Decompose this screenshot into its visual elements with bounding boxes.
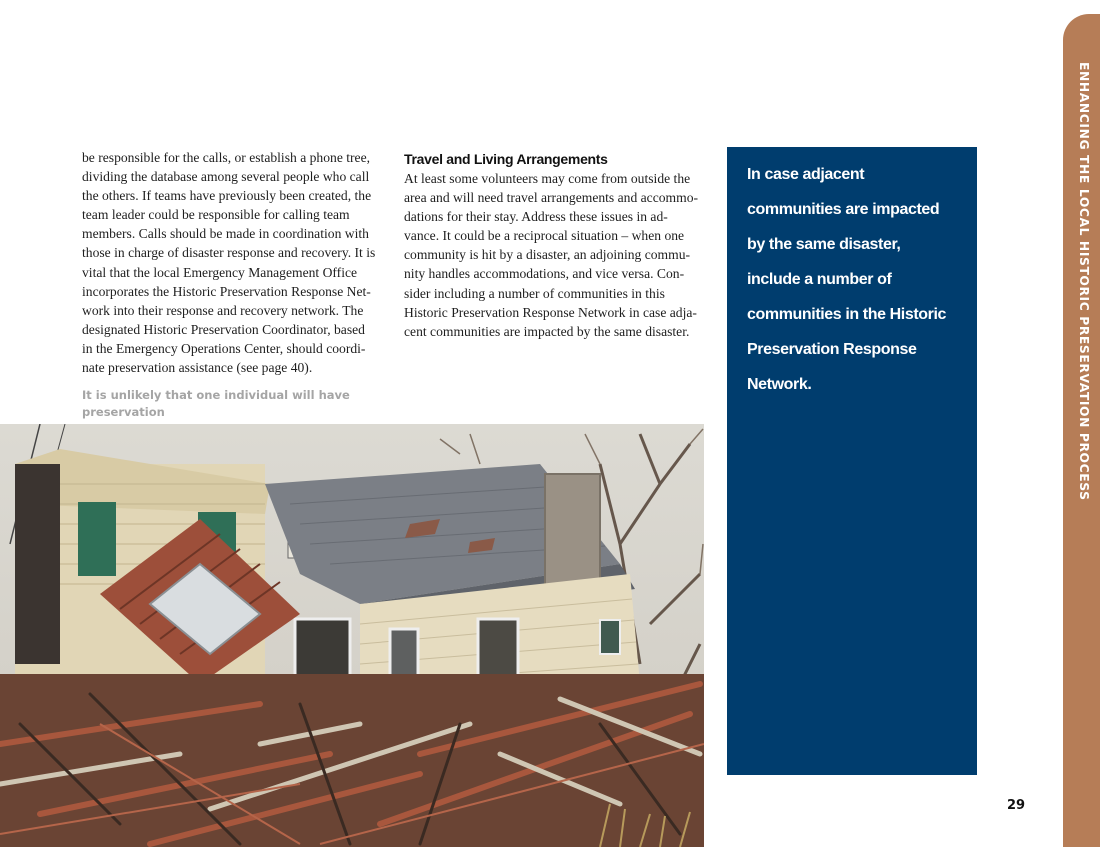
left-column-text: be responsible for the calls, or establish a phone tree, dividing the database among several people who call the others. If teams have previously been created, the team leader could be responsible for calling team members. Calls should be made in coordination with those in charge of disaster response and recovery. It is vital that the local Emergency Management Office incorporates the Historic Preservation Response Net- work into their response and recovery network. The designated Historic Preservation Coordinator, based in the Emergency Operations Center, should coordi- nate preservation assistance (see page 40). <box>82 150 376 376</box>
page-number: 29 <box>1007 798 1026 813</box>
damaged-house-illustration <box>0 424 704 847</box>
pullquote-box <box>727 147 977 775</box>
pullquote-text: In case adjacent communities are impacted by the same disaster, include a number of communities in the Historic Preservation Response Network. <box>747 166 947 393</box>
hurricane-damage-photo <box>0 424 704 847</box>
middle-column-text: At least some volunteers may come from outside the area and will need travel arrangements and accommo- dations for their stay. Address these issues in ad- vance. It could be a reciprocal situation – when one community is hit by a disaster, an adjoining commu- nity handles accommodations, and vice versa. Con- sider including a number of communities in this Historic Preservation Response Network in case adja- cent communities are impacted by the same disaster. <box>404 171 699 339</box>
middle-column <box>404 148 704 341</box>
section-heading: Travel and Living Arrangements <box>404 151 608 167</box>
caption-text: It is unlikely that one individual will have preservation <box>82 388 350 419</box>
chapter-title-vertical: ENHANCING THE LOCAL HISTORIC PRESERVATION PROCESS <box>1077 62 1091 501</box>
